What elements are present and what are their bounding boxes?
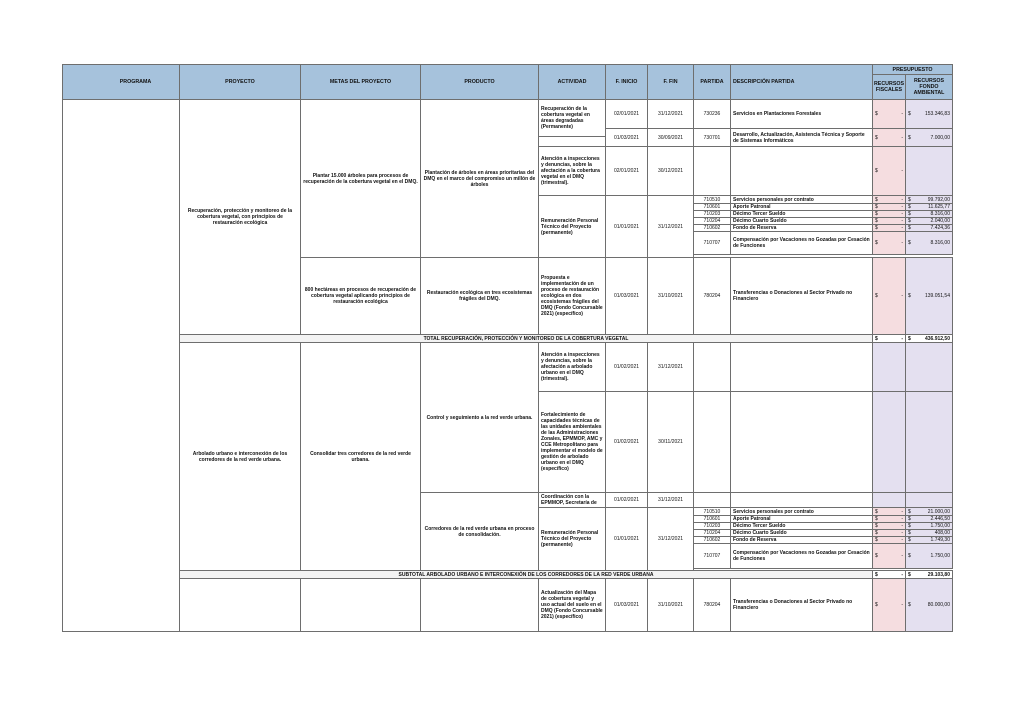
s2-personal-1-partida: 710510 (693, 507, 731, 516)
s1-r5-fin: 31/10/2021 (647, 257, 694, 335)
s2-personal-6-desc: Compensación por Vacaciones no Gozadas por Cesación de Funciones (730, 543, 873, 569)
header-presupuesto: PRESUPUESTO (872, 64, 953, 75)
s2-r3-fondo (905, 492, 953, 508)
s2-personal-3-partida: 710203 (693, 522, 731, 530)
s1-r1-inicio: 02/01/2021 (605, 99, 648, 129)
s2-r1-inicio: 01/02/2021 (605, 342, 648, 392)
s1-r3-fiscales: $ - (872, 146, 906, 196)
s1-r4-fin: 31/12/2021 (647, 195, 694, 258)
s1-personal-5-desc: Fondo de Reserva (730, 224, 873, 232)
s2-producto1: Control y seguimiento a la red verde urbana. (420, 342, 539, 493)
s1-personal-5-fondo: $ 7.424,36 (905, 224, 953, 232)
s1-r1-desc: Servicios en Plantaciones Forestales (730, 99, 873, 129)
s2-personal-1-fondo: $ 21.000,00 (905, 507, 953, 516)
s1-total-fiscales: $ - (872, 334, 906, 343)
s2-r1-desc (730, 342, 873, 392)
s2-r3-fiscales (872, 492, 906, 508)
s2-r4-fin: 31/12/2021 (647, 507, 694, 571)
s1-personal-4-fondo: $ 2.040,00 (905, 217, 953, 225)
s1-r3-fondo (905, 146, 953, 196)
budget-sheet (62, 64, 953, 632)
s1-meta1: Plantar 15.000 árboles para procesos de recuperación de la cobertura vegetal en el DMQ. (300, 99, 421, 258)
s2-personal-1-desc: Servicios personales por contrato (730, 507, 873, 516)
s3-r1-fiscales: $ - (872, 578, 906, 632)
s3-actividad-1: Actualización del Mapa de cobertura vegetal y uso actual del suelo en el DMQ (Fondo Concursable 2021) (específico) (538, 578, 606, 632)
s1-personal-6-fondo: $ 8.316,00 (905, 231, 953, 255)
s1-r1-fiscales: $ - (872, 99, 906, 129)
s2-r1-fondo (905, 342, 953, 392)
s2-meta: Consolidar tres corredores de la red verde urbana. (300, 342, 421, 571)
s1-personal-3-fiscales: $ - (872, 210, 906, 218)
header-f-fin: F. FIN (647, 64, 694, 100)
header-proyecto: PROYECTO (179, 64, 301, 100)
s2-r1-partida (693, 342, 731, 392)
s1-producto2: Restauración ecológica en tres ecosistemas frágiles del DMQ. (420, 257, 539, 335)
s2-r3-inicio: 01/02/2021 (605, 492, 648, 508)
s2-r2-fin: 30/11/2021 (647, 391, 694, 493)
s1-r5-desc: Transferencias o Donaciones al Sector Privado no Financiero (730, 257, 873, 335)
s2-r2-desc (730, 391, 873, 493)
s1-personal-1-desc: Servicios personales por contrato (730, 195, 873, 204)
s2-personal-5-fondo: $ 1.749,30 (905, 536, 953, 544)
s1-personal-1-partida: 710510 (693, 195, 731, 204)
s1-personal-3-partida: 710203 (693, 210, 731, 218)
s1-r2-desc: Desarrollo, Actualización, Asistencia Técnica y Soporte de Sistemas Informáticos (730, 128, 873, 147)
header-metas: METAS DEL PROYECTO (300, 64, 421, 100)
s2-proyecto: Arbolado urbano e interconexión de los corredores de la red verde urbana. (179, 342, 301, 571)
s1-proyecto: Recuperación, protección y monitoreo de la cobertura vegetal, con principios de restauración ecológica (179, 99, 301, 335)
s2-personal-2-partida: 710601 (693, 515, 731, 523)
s2-r2-inicio: 01/02/2021 (605, 391, 648, 493)
s2-r3-partida (693, 492, 731, 508)
s2-personal-2-fiscales: $ - (872, 515, 906, 523)
s1-r3-inicio: 02/01/2021 (605, 146, 648, 196)
s1-total-fondo: $ 436.912,50 (905, 334, 953, 343)
s3-r1-partida: 780204 (693, 578, 731, 632)
s1-r2-inicio: 01/03/2021 (605, 128, 648, 147)
header-programa: PROGRAMA (62, 64, 209, 100)
s1-personal-1-fiscales: $ - (872, 195, 906, 204)
s1-r5-fondo: $ 139.051,54 (905, 257, 953, 335)
s1-r3-partida (693, 146, 731, 196)
s1-actividad-1: Recuperación de la cobertura vegetal en áreas degradadas (Permanente) (538, 99, 606, 137)
s2-personal-2-fondo: $ 2.446,50 (905, 515, 953, 523)
s3-r1-desc: Transferencias o Donaciones al Sector Privado no Financiero (730, 578, 873, 632)
s2-personal-3-fiscales: $ - (872, 522, 906, 530)
header-actividad: ACTIVIDAD (538, 64, 606, 100)
s2-producto2: Corredores de la red verde urbana en proceso de consolidación. (420, 492, 539, 571)
s2-r3-fin: 31/12/2021 (647, 492, 694, 508)
s2-total-label: SUBTOTAL ARBOLADO URBANO E INTERCONEXIÓN DE LOS CORREDORES DE LA RED VERDE URBANA (179, 570, 873, 579)
s2-personal-5-partida: 710602 (693, 536, 731, 544)
s1-r2-fin: 30/09/2021 (647, 128, 694, 147)
s2-personal-2-desc: Aporte Patronal (730, 515, 873, 523)
s1-actividad-2: Atención a inspecciones y denuncias, sobre la afectación a la cobertura vegetal en el DMQ (trimestral). (538, 146, 606, 196)
s2-actividad-4: Remuneración Personal Técnico del Proyecto (permanente) (538, 507, 606, 571)
s2-r2-fiscales (872, 391, 906, 493)
s2-personal-1-fiscales: $ - (872, 507, 906, 516)
s2-personal-4-fiscales: $ - (872, 529, 906, 537)
s2-personal-3-fondo: $ 1.750,00 (905, 522, 953, 530)
s1-r3-desc (730, 146, 873, 196)
s1-producto1: Plantación de árboles en áreas prioritarias del DMQ en el marco del compromiso un millón de árboles (420, 99, 539, 258)
s1-r4-inicio: 01/01/2021 (605, 195, 648, 258)
s3-meta (300, 578, 421, 632)
s1-r1-fondo: $ 153.346,83 (905, 99, 953, 129)
s2-total-fondo: $ 29.103,80 (905, 570, 953, 579)
s1-personal-2-fondo: $ 11.625,77 (905, 203, 953, 211)
s2-r3-desc (730, 492, 873, 508)
s1-meta2: 800 hectáreas en procesos de recuperación de cobertura vegetal aplicando principios de restauración ecológica (300, 257, 421, 335)
s1-personal-1-fondo: $ 99.792,00 (905, 195, 953, 204)
s2-total-fiscales: $ - (872, 570, 906, 579)
s1-personal-6-desc: Compensación por Vacaciones no Gozadas por Cesación de Funciones (730, 231, 873, 255)
s2-actividad-2: Fortalecimiento de capacidades técnicas de las unidades ambientales de las Administraciones Zonales, EPMMOP, AMC y CCE Metropolitano para implementar el modelo de gestión de arbolado urbano en el DMQ (específico) (538, 391, 606, 493)
s1-r5-inicio: 01/03/2021 (605, 257, 648, 335)
s1-personal-2-fiscales: $ - (872, 203, 906, 211)
s3-proyecto (179, 578, 301, 632)
s1-r1-fin: 31/12/2021 (647, 99, 694, 129)
s2-personal-6-fiscales: $ - (872, 543, 906, 569)
s3-r1-fin: 31/10/2021 (647, 578, 694, 632)
s1-personal-4-fiscales: $ - (872, 217, 906, 225)
s1-r2-partida: 730701 (693, 128, 731, 147)
s2-r2-fondo (905, 391, 953, 493)
s2-personal-4-partida: 710204 (693, 529, 731, 537)
header-fondo-ambiental: RECURSOS FONDO AMBIENTAL (905, 74, 953, 100)
s1-r5-partida: 780204 (693, 257, 731, 335)
s1-personal-3-desc: Décimo Tercer Sueldo (730, 210, 873, 218)
s3-r1-inicio: 01/03/2021 (605, 578, 648, 632)
s2-actividad-3: Coordinación con la EPMMOP, Secretaría de (538, 492, 606, 508)
header-recursos-fiscales: RECURSOS FISCALES (872, 74, 906, 100)
s1-personal-5-partida: 710602 (693, 224, 731, 232)
s2-r4-inicio: 01/01/2021 (605, 507, 648, 571)
s1-personal-3-fondo: $ 8.316,00 (905, 210, 953, 218)
s2-personal-6-fondo: $ 1.750,00 (905, 543, 953, 569)
s1-r2-fondo: $ 7.000,00 (905, 128, 953, 147)
s1-personal-4-partida: 710204 (693, 217, 731, 225)
s1-personal-6-partida: 710707 (693, 231, 731, 255)
s1-personal-2-desc: Aporte Patronal (730, 203, 873, 211)
s1-r2-fiscales: $ - (872, 128, 906, 147)
s1-actividad-3: Remuneración Personal Técnico del Proyecto (permanente) (538, 195, 606, 258)
s2-personal-5-fiscales: $ - (872, 536, 906, 544)
s1-r1-partida: 730236 (693, 99, 731, 129)
s3-producto (420, 578, 539, 632)
s2-r1-fiscales (872, 342, 906, 392)
s2-personal-3-desc: Décimo Tercer Sueldo (730, 522, 873, 530)
s1-personal-4-desc: Décimo Cuarto Sueldo (730, 217, 873, 225)
header-descripcion: DESCRIPCIÓN PARTIDA (730, 64, 873, 100)
s1-personal-2-partida: 710601 (693, 203, 731, 211)
s1-r3-fin: 30/12/2021 (647, 146, 694, 196)
s2-r2-partida (693, 391, 731, 493)
s3-r1-fondo: $ 80.000,00 (905, 578, 953, 632)
s2-personal-5-desc: Fondo de Reserva (730, 536, 873, 544)
s2-personal-6-partida: 710707 (693, 543, 731, 569)
s2-personal-4-fondo: $ 408,00 (905, 529, 953, 537)
programa-cell (62, 99, 180, 632)
s2-personal-4-desc: Décimo Cuarto Sueldo (730, 529, 873, 537)
s1-personal-6-fiscales: $ - (872, 231, 906, 255)
s2-r1-fin: 31/12/2021 (647, 342, 694, 392)
s2-actividad-1: Atención a inspecciones y denuncias, sobre la afectación a arbolado urbano en el DMQ (trimestral). (538, 342, 606, 392)
header-partida: PARTIDA (693, 64, 731, 100)
header-f-inicio: F. INICIO (605, 64, 648, 100)
s1-personal-5-fiscales: $ - (872, 224, 906, 232)
header-producto: PRODUCTO (420, 64, 539, 100)
s1-actividad-4: Propuesta e implementación de un proceso de restauración ecológica en dos ecosistemas frágiles del DMQ (Fondo Concursable 2021) (específico) (538, 257, 606, 335)
s1-total-label: TOTAL RECUPERACIÓN, PROTECCIÓN Y MONITOREO DE LA COBERTURA VEGETAL (179, 334, 873, 343)
s1-r5-fiscales: $ - (872, 257, 906, 335)
